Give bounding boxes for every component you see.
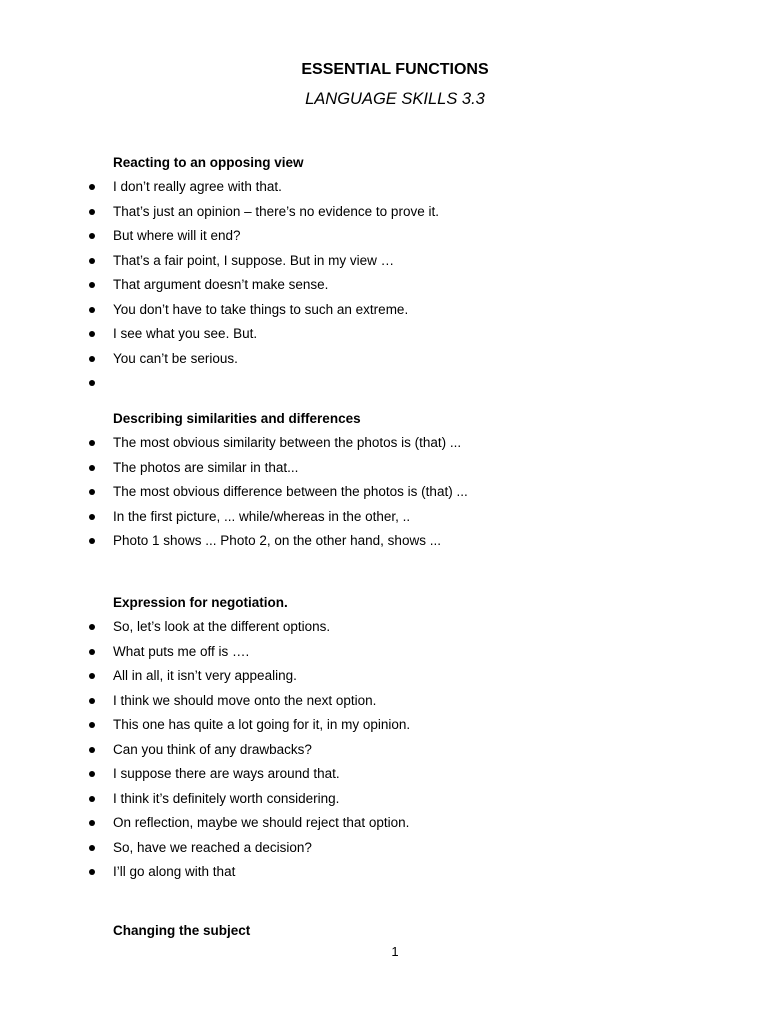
list-item-text: On reflection, maybe we should reject that option.	[113, 815, 410, 830]
bullet-icon	[89, 514, 95, 520]
bullet-icon	[89, 796, 95, 802]
list-item-text: That’s just an opinion – there’s no evidence to prove it.	[113, 203, 439, 219]
section-heading: Changing the subject	[113, 923, 251, 938]
bullet-list	[0, 179, 768, 400]
bullet-icon	[89, 820, 95, 826]
list-item-text: This one has quite a lot going for it, in my opinion.	[113, 717, 411, 732]
bullet-icon	[89, 380, 95, 386]
bullet-icon	[89, 356, 95, 362]
list-item-text: I suppose there are ways around that.	[113, 766, 340, 781]
list-item	[0, 766, 768, 791]
section-heading: Describing similarities and differences	[113, 411, 361, 426]
bullet-icon	[89, 722, 95, 728]
list-item-text: I think we should move onto the next option.	[113, 692, 377, 708]
list-item-text: The photos are similar in that...	[113, 459, 299, 475]
list-item	[0, 435, 768, 460]
section-heading: Reacting to an opposing view	[113, 155, 304, 170]
list-item-text: The most obvious similarity between the photos is (that) ...	[113, 435, 462, 450]
list-item-text: That’s a fair point, I suppose. But in my view …	[113, 252, 395, 268]
document-title: ESSENTIAL FUNCTIONS	[301, 61, 489, 78]
bullet-icon	[89, 489, 95, 495]
list-item	[0, 302, 768, 327]
list-item	[0, 460, 768, 485]
list-item	[0, 509, 768, 534]
document-subtitle: LANGUAGE SKILLS 3.3	[305, 90, 485, 108]
bullet-icon	[89, 440, 95, 446]
list-item-text: So, have we reached a decision?	[113, 839, 312, 855]
list-item-text: You don’t have to take things to such an extreme.	[113, 301, 409, 317]
list-item	[0, 668, 768, 693]
list-item-text: Can you think of any drawbacks?	[113, 741, 312, 757]
list-item-text: I think it’s definitely worth considering.	[113, 790, 340, 806]
list-item	[0, 840, 768, 865]
bullet-list	[0, 435, 768, 558]
list-item-text: But where will it end?	[113, 228, 241, 243]
bullet-icon	[89, 624, 95, 630]
list-item	[0, 253, 768, 278]
bullet-icon	[89, 649, 95, 655]
list-item-text: All in all, it isn’t very appealing.	[113, 668, 297, 683]
list-item-text: What puts me off is ….	[113, 643, 250, 659]
list-item-text: I see what you see. But.	[113, 326, 258, 341]
list-item	[0, 864, 768, 889]
bullet-icon	[89, 465, 95, 471]
bullet-icon	[89, 307, 95, 313]
list-item	[0, 619, 768, 644]
list-item	[0, 742, 768, 767]
bullet-icon	[89, 771, 95, 777]
bullet-icon	[89, 282, 95, 288]
list-item	[0, 351, 768, 376]
bullet-icon	[89, 747, 95, 753]
list-item	[0, 717, 768, 742]
bullet-icon	[89, 258, 95, 264]
list-item	[0, 533, 768, 558]
list-item	[0, 277, 768, 302]
list-item-text: So, let’s look at the different options.	[113, 619, 331, 634]
bullet-icon	[89, 184, 95, 190]
list-item	[0, 693, 768, 718]
bullet-icon	[89, 331, 95, 337]
bullet-icon	[89, 869, 95, 875]
list-item-text: The most obvious difference between the photos is (that) ...	[113, 484, 468, 499]
list-item	[0, 228, 768, 253]
list-item	[0, 375, 768, 400]
list-item-text: You can’t be serious.	[113, 350, 238, 366]
section-heading: Expression for negotiation.	[113, 595, 288, 610]
bullet-icon	[89, 673, 95, 679]
page-number: 1	[391, 944, 399, 959]
bullet-icon	[89, 538, 95, 544]
list-item	[0, 204, 768, 229]
list-item-text: Photo 1 shows ... Photo 2, on the other hand, shows ...	[113, 533, 441, 548]
bullet-icon	[89, 233, 95, 239]
list-item	[0, 791, 768, 816]
list-item	[0, 644, 768, 669]
list-item	[0, 815, 768, 840]
list-item-text: That argument doesn’t make sense.	[113, 277, 329, 292]
bullet-icon	[89, 845, 95, 851]
list-item	[0, 179, 768, 204]
list-item	[0, 484, 768, 509]
bullet-icon	[89, 209, 95, 215]
list-item-text: I don’t really agree with that.	[113, 179, 282, 194]
bullet-icon	[89, 698, 95, 704]
list-item-text: In the first picture, ... while/whereas in the other, ..	[113, 508, 411, 524]
bullet-list	[0, 619, 768, 889]
list-item-text: I’ll go along with that	[113, 864, 236, 879]
list-item	[0, 326, 768, 351]
